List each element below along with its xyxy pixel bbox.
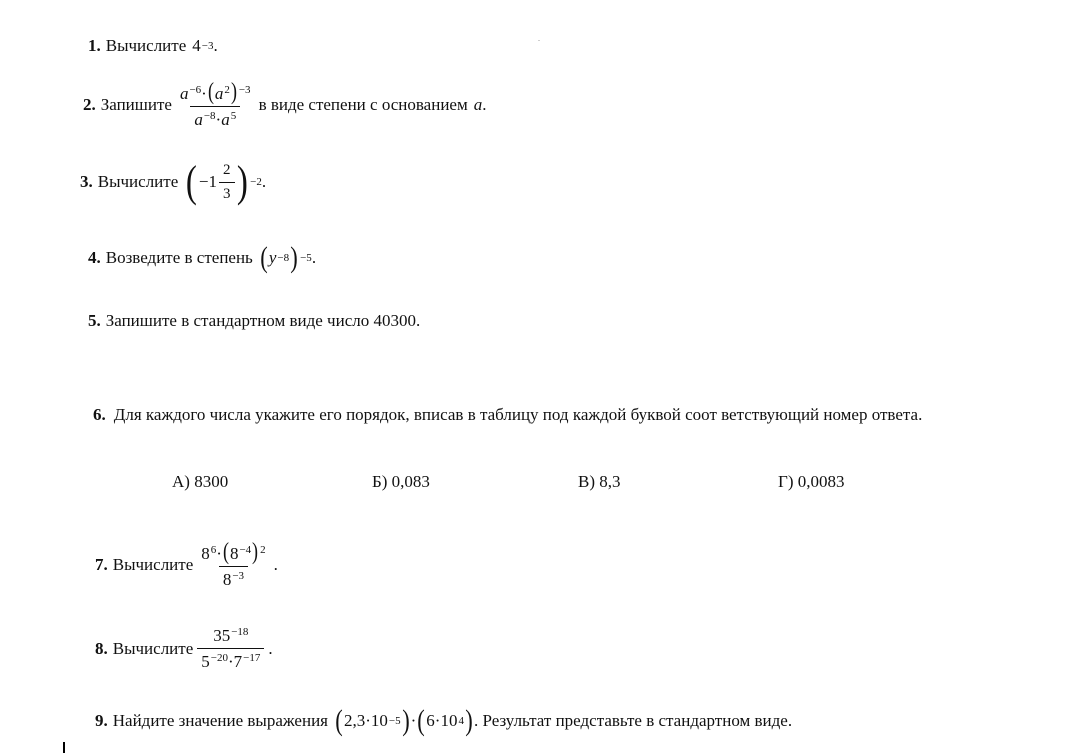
task-6-option-b: Б) 0,083 xyxy=(372,472,430,491)
task-4-number: 4. xyxy=(88,247,101,267)
task-9-number: 9. xyxy=(95,710,108,730)
task-7-numerator: $8^6\cdot(8^{-4})$ $^2$ xyxy=(201,539,266,565)
task-7-text: Вычислите xyxy=(112,555,194,575)
task-8-number: 8. xyxy=(95,638,108,658)
task-3-number: 3. xyxy=(80,171,93,191)
task-1-text: Вычислите xyxy=(105,36,187,55)
task-3-left-paren: ( xyxy=(186,157,198,206)
task-9-factor-b: 6·10 xyxy=(426,710,458,730)
task-9-factor-a: 2,3·10 xyxy=(343,710,388,730)
task-6-option-d: Г) 0,0083 xyxy=(778,472,845,491)
task-2 xyxy=(83,80,486,131)
task-8-text: Вычислите xyxy=(112,638,194,658)
task-7-end: . xyxy=(273,555,278,575)
task-9-after: . Результат представьте в стандартном виде. xyxy=(473,710,793,730)
task-7-number: 7. xyxy=(95,555,108,575)
task-5-number: 5. xyxy=(88,311,101,330)
task-4-end: . xyxy=(311,247,317,267)
task-6 xyxy=(93,403,955,428)
task-9: 9. Найдите значение выражения ( 2,3·10 −5 ) · ( 6·10 4 ) . Результат представьте в стандартном виде. xyxy=(95,704,793,737)
task-6-option-a: А) 8300 xyxy=(172,472,229,491)
task-7-denominator: $8^{-3}$ xyxy=(219,566,248,590)
task-2-fraction xyxy=(176,80,255,131)
task-6-number: 6. xyxy=(93,405,106,424)
task-3: 3. Вычислите ( −1 $\frac{2}{3}$ ) −2 . xyxy=(80,157,267,206)
task-1-base: 4 xyxy=(192,36,201,55)
task-5-text: Запишите в стандартном виде число 40300. xyxy=(105,311,421,330)
task-1-end: . xyxy=(213,36,218,55)
task-5 xyxy=(88,311,420,331)
task-7 xyxy=(95,540,278,591)
task-2-numerator: $a^{-6}\cdot(a^2)$ $^{-3}$ xyxy=(179,79,251,105)
task-2-text: Запишите xyxy=(100,95,172,115)
task-1: 1. Вычислите 4 −3 . xyxy=(88,36,218,55)
text-cursor xyxy=(63,742,65,753)
task-6-text: Для каждого числа укажите его порядок, вписав в таблицу под каждой буквой соот ветствующий номер ответа. xyxy=(113,405,923,424)
task-3-end: . xyxy=(261,171,267,191)
task-4-text: Возведите в степень xyxy=(105,247,253,267)
task-8-denominator: $5^{-20}\cdot 7^{-17}$ xyxy=(197,648,264,672)
task-2-variable: a xyxy=(473,95,483,115)
task-9-text: Найдите значение выражения xyxy=(112,710,328,730)
task-4: 4. Возведите в степень ( y −8 ) −5 . xyxy=(88,241,317,274)
task-2-number: 2. xyxy=(83,95,96,115)
task-4-base: y xyxy=(268,247,277,267)
task-8-fraction xyxy=(197,625,264,673)
task-2-after: в виде степени с основанием xyxy=(258,95,468,115)
task-1-number: 1. xyxy=(88,36,101,55)
scan-speck xyxy=(538,40,540,41)
task-8 xyxy=(95,625,273,673)
task-2-denominator: $a^{-8}\cdot a^5$ xyxy=(190,106,240,130)
task-8-numerator: $35^{-18}$ xyxy=(213,625,249,645)
task-2-end: . xyxy=(482,95,487,115)
task-3-text: Вычислите xyxy=(97,171,179,191)
task-3-right-paren: ) xyxy=(236,157,248,206)
task-3-mixed-number: −1 $\frac{2}{3}$ xyxy=(199,161,235,204)
task-6-option-c: В) 8,3 xyxy=(578,472,621,491)
task-7-fraction xyxy=(197,540,269,591)
task-8-end: . xyxy=(268,638,273,658)
